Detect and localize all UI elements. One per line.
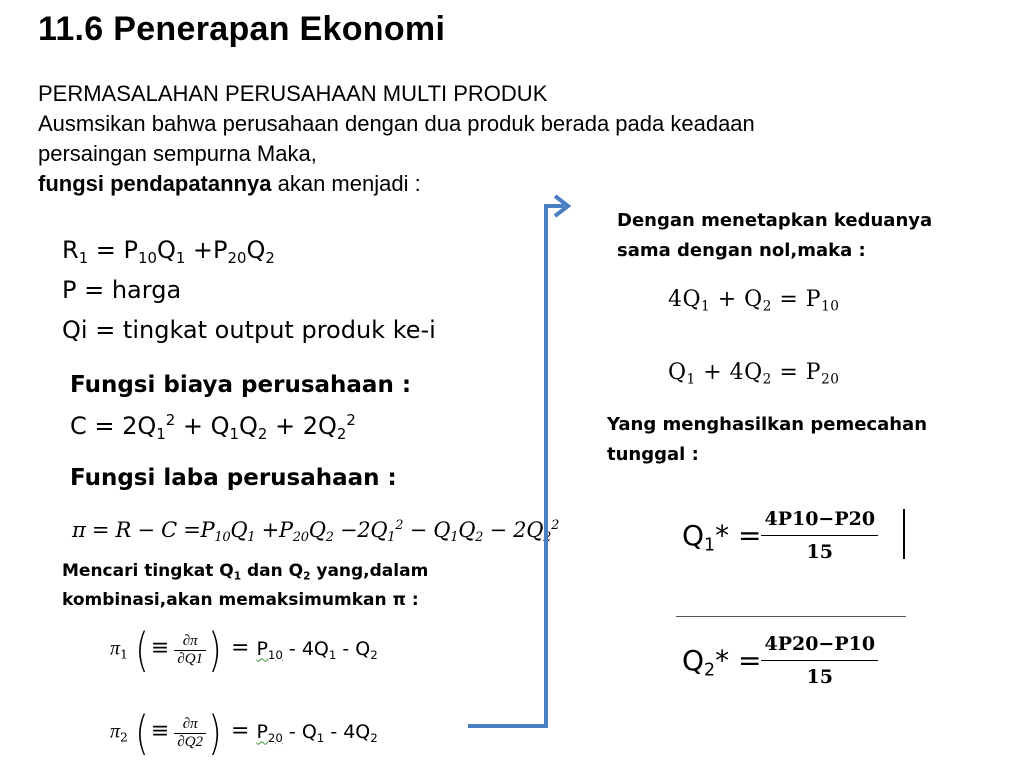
profit-function-label: Fungsi laba perusahaan : [70,465,397,491]
partial-derivative-pi2: $\pi_2$ ( ≡ $\frac{\partial\pi}{\partial Q2}$ ) = $P_{20} - Q_1 - 4Q_2$ [110,706,378,760]
cost-function-label: Fungsi biaya perusahaan : [70,372,412,398]
solution-divider [676,616,906,617]
right-heading-1-line-2: sama dengan nol,maka : [617,240,866,261]
system-equation-1: $4Q_1 + Q_2 = P_{10}$ [668,287,840,315]
solution-q1-denominator: 15 [806,541,833,563]
solution-q2-numerator: 4P20−P10 [761,628,878,661]
right-heading-1 [617,206,932,266]
solution-q1: $Q_1*$ = $\frac{4P10-P20}{15}$ [682,503,912,573]
intro-line-2: Ausmsikan bahwa perusahaan dengan dua produk berada pada keadaan [38,111,755,136]
cost-function-equation: $C = 2Q_1^2 + Q_1Q_2 + 2Q_2^2$ [70,411,356,443]
slide-title: 11.6 Penerapan Ekonomi [38,10,446,48]
system-equation-2: $Q_1 + 4Q_2 = P_{20}$ [668,360,840,388]
solution-q2-denominator: 15 [806,666,833,688]
intro-heading: PERMASALAHAN PERUSAHAAN MULTI PRODUK [38,81,548,106]
right-heading-1-line-1: Dengan menetapkan keduanya [617,210,933,231]
right-heading-2-line-1: Yang menghasilkan pemecahan [607,414,928,435]
connector-arrow [460,190,590,735]
intro-text [38,79,755,199]
profit-function-equation: $\pi = R - C =P_{10}Q_1 +P_{20}Q_2 -2Q_1^2 - Q_1Q_2 - 2Q_2^2$ [72,518,560,546]
partial-derivative-pi1: $\pi_1$ ( ≡ $\frac{\partial\pi}{\partial Q1}$ ) = $P_{10} - 4Q_1 - Q_2$ [110,623,378,677]
intro-rest: akan menjadi : [271,171,421,196]
maximize-line-1: Mencari tingkat $Q_1$ dan $Q_2$ yang,dalam [62,561,429,583]
intro-line-3: persaingan sempurna Maka, [38,141,317,166]
price-definition: P = harga [62,276,182,304]
intro-bold: fungsi pendapatannya [38,171,272,196]
connector-arrow-line [468,206,564,726]
solution-q2: $Q_2*$ = $\frac{4P20-P10}{15}$ [682,628,912,698]
intro-line-4 [38,169,755,199]
output-definition: Qi = tingkat output produk ke-i [62,316,436,344]
revenue-equation: $R_1 = P_{10}Q_1 +P_{20}Q_2$ [62,236,275,267]
maximize-line-2: kombinasi,akan memaksimumkan π : [62,590,419,610]
maximize-instructions [62,557,428,615]
solution-q1-numerator: 4P10−P20 [761,503,878,536]
right-heading-2 [607,410,927,470]
right-heading-2-line-2: tunggal : [607,444,699,465]
solution-q1-clip-edge [903,509,905,559]
